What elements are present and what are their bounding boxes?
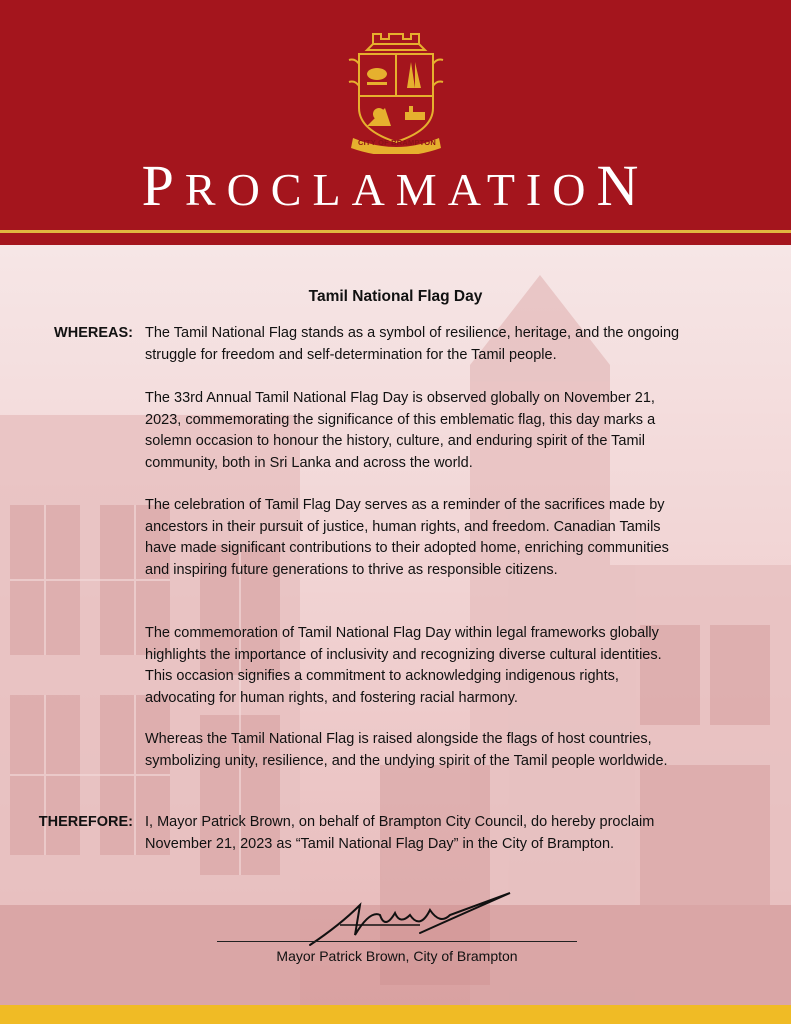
city-crest-logo	[345, 30, 447, 154]
whereas-paragraph-1: The Tamil National Flag stands as a symbol of resilience, heritage, and the ongoing struggle for freedom and self-determination for the Tamil people.	[145, 325, 680, 363]
signatory-name: Mayor Patrick Brown, City of Brampton	[276, 948, 518, 964]
signature-line	[217, 941, 577, 942]
whereas-paragraph-4: The commemoration of Tamil National Flag Day within legal frameworks globally highlights the importance of inclusivity and recognizing diverse cultural identities. This occasion signifies a commitment to acknowledging indigenous rights, advocating for human rights, and fostering racial harmony.	[145, 625, 662, 706]
whereas-paragraph-2: The 33rd Annual Tamil National Flag Day is observed globally on November 21, 2023, commemorating the significance of this emblematic flag, this day marks a solemn occasion to honour the history, culture, and enduring spirit of the Tamil community, both in Sri Lanka and across the world.	[145, 390, 656, 471]
proclamation-middle: ROCLAMATIO	[184, 164, 597, 215]
handwritten-signature	[300, 885, 520, 955]
header-lower-band	[0, 233, 791, 245]
proclamation-last-letter: N	[596, 153, 650, 218]
footer-gold-band	[0, 1005, 791, 1024]
whereas-paragraph-5: Whereas the Tamil National Flag is raised alongside the flags of host countries, symbolizing unity, resilience, and the undying spirit of the Tamil people worldwide.	[145, 731, 668, 769]
proclamation-title	[0, 148, 791, 228]
proclamation-first-letter: P	[141, 153, 185, 218]
therefore-paragraph: I, Mayor Patrick Brown, on behalf of Brampton City Council, do hereby proclaim November 21, 2023 as “Tamil National Flag Day” in the City of Brampton.	[145, 814, 655, 852]
whereas-label: WHEREAS:	[54, 325, 133, 341]
whereas-paragraph-3: The celebration of Tamil Flag Day serves as a reminder of the sacrifices made by ancestors in their pursuit of justice, human rights, and freedom. Canadian Tamils have made significant contributions to their adopted home, enriching communities and inspiring future generations to thrive as responsible citizens.	[145, 497, 669, 578]
therefore-label: THEREFORE:	[38, 814, 133, 830]
document-title: Tamil National Flag Day	[308, 288, 483, 305]
crest-city-name: CITY OF BRAMPTON	[358, 138, 436, 147]
